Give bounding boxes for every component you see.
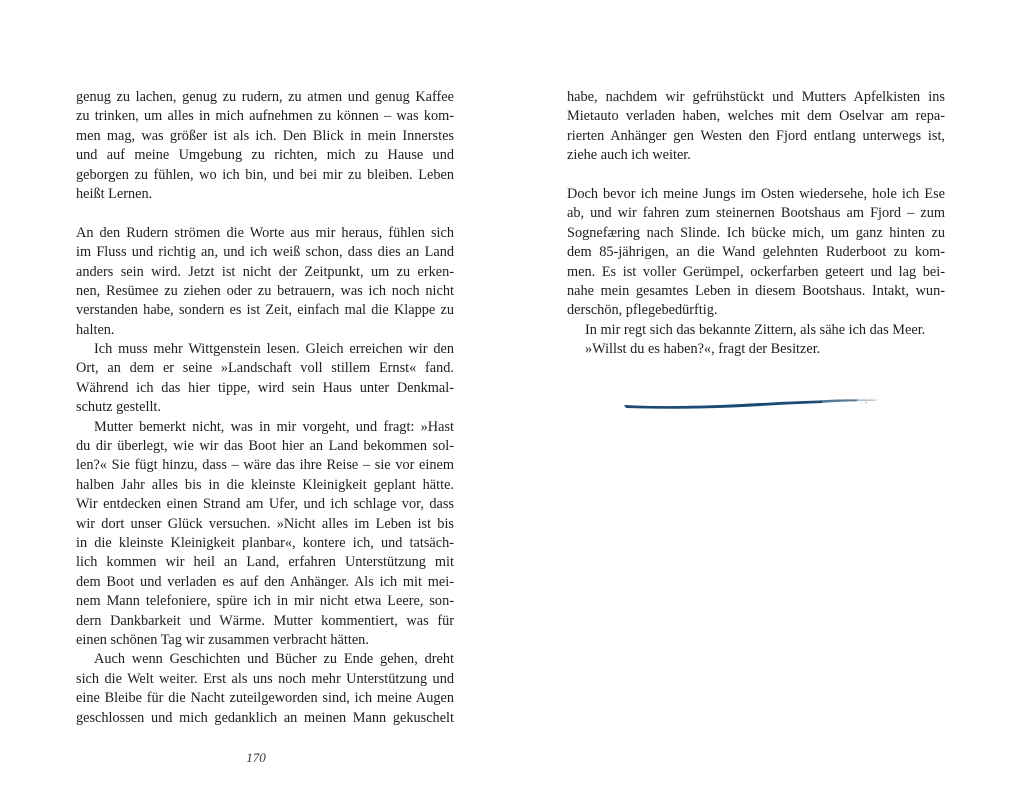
text-line: genug zu lachen, genug zu rudern, zu atmen und genug Kaffee [76, 89, 454, 105]
text-line: men mag, was größer ist als ich. Den Blick in mein Innerstes [76, 127, 454, 144]
text-line: dem 85-jährigen, an die Wand gelehnten Ruderboot zu kom- [567, 244, 945, 261]
text-line: verstanden habe, sondern es ist Zeit, einfach mal die Klappe zu [76, 302, 454, 319]
text-line: An den Rudern strömen die Worte aus mir heraus, fühlen sich [76, 224, 454, 241]
text-line: Ort, an dem er seine »Landschaft voll stillem Ernst« fand. [76, 360, 454, 377]
text-line: du dir überlegt, wie wir das Boot hier an Land bekommen sol- [76, 438, 454, 455]
text-line: lich kommen wir heil an Land, erfahren Unterstützung mit [76, 554, 454, 571]
paragraph-gap [76, 204, 454, 223]
text-line: nem Mann telefoniere, spüre ich in mir nicht etwa Leere, son- [76, 593, 454, 610]
text-line: geborgen zu fühlen, wo ich bin, und bei mir zu bleiben. Leben [76, 166, 454, 183]
text-line: men. Es ist voller Gerümpel, ockerfarben geteert und lag bei- [567, 263, 945, 280]
text-line: Auch wenn Geschichten und Bücher zu Ende gehen, dreht [94, 651, 454, 668]
page-number: 170 [246, 750, 266, 765]
text-line: heißt Lernen. [76, 185, 153, 202]
text-line: rierten Anhänger gen Westen den Fjord entlang unterwegs ist, [567, 127, 945, 144]
text-line: anders sein wird. Jetzt ist nicht der Zeitpunkt, um zu erken- [76, 263, 454, 280]
text-line: »Willst du es haben?«, fragt der Besitzer. [585, 341, 821, 358]
text-line: wir dort unser Glück versuchen. »Nicht alles im Leben ist bis [76, 515, 454, 532]
text-line: ziehe auch ich weiter. [567, 147, 691, 164]
text-line: dem Boot und verladen es auf den Anhänger. Als ich mit mei- [76, 573, 454, 590]
text-line: sich die Welt weiter. Erst als uns noch mehr Unterstützung und [76, 670, 454, 687]
text-line: Doch bevor ich meine Jungs im Osten wiedersehe, hole ich Ese [567, 185, 945, 202]
text-line: und auf meine Umgebung zu richten, mich zu Hause und [76, 147, 454, 164]
text-line: schutz gestellt. [76, 399, 161, 416]
text-line: einen schönen Tag wir zusammen verbracht hätten. [76, 631, 369, 648]
text-line: Wir entdecken einen Strand am Ufer, und ich schlage vor, dass [76, 496, 454, 513]
text-line: Mietauto verladen haben, welches mit dem Oselvar am repa- [567, 108, 945, 125]
text-line: eine Bleibe für die Nacht zuteilgeworden sind, ich meine Augen [76, 690, 454, 707]
text-line: zu trinken, um alles in mich aufnehmen zu können – was kom- [76, 108, 454, 125]
text-line: nahe mein gesamtes Leben in diesem Bootshaus. Intakt, wun- [567, 282, 945, 299]
text-line: Ich muss mehr Wittgenstein lesen. Gleich erreichen wir den [94, 341, 454, 358]
text-line: halten. [76, 321, 115, 338]
right-page [510, 0, 1020, 793]
text-line: dern Dankbarkeit und Wärme. Mutter kommentiert, was für [76, 612, 454, 629]
text-line: nen, Resümee zu ziehen oder zu betrauern, was ich noch nicht [76, 282, 454, 299]
text-line: geschlossen und mich gedanklich an meinen Mann gekuschelt [76, 709, 454, 726]
text-line: Mutter bemerkt nicht, was in mir vorgeht, und fragt: »Hast [94, 418, 454, 435]
text-line: len?« Sie fügt hinzu, dass – wäre das ihre Reise – sie vor einem [76, 457, 454, 474]
left-page-text [76, 88, 454, 728]
text-line: habe, nachdem wir gefrühstückt und Mutters Apfelkisten ins [567, 89, 945, 105]
right-page-text [567, 88, 945, 359]
text-line: in die kleinste Kleinigkeit planbar«, kontere ich, und tatsäch- [76, 534, 454, 551]
brush-stroke-divider [622, 392, 882, 414]
text-line: ab, und wir fahren zum steinernen Bootshaus am Fjord – zum [567, 205, 945, 222]
text-line: Sognefæring nach Slinde. Ich bücke mich, um ganz hinten zu [567, 224, 945, 241]
text-line: halben Jahr alles bis in die kleinste Kleinigkeit geplant hätte. [76, 476, 454, 493]
paragraph-gap [567, 166, 945, 185]
text-line: Während ich das hier tippe, wird sein Haus unter Denkmal- [76, 379, 454, 396]
text-line: im Fluss und richtig an, und ich weiß schon, dass dies an Land [76, 244, 454, 261]
text-line: In mir regt sich das bekannte Zittern, als sähe ich das Meer. [585, 321, 926, 338]
text-line: derschön, pflegebedürftig. [567, 302, 718, 319]
